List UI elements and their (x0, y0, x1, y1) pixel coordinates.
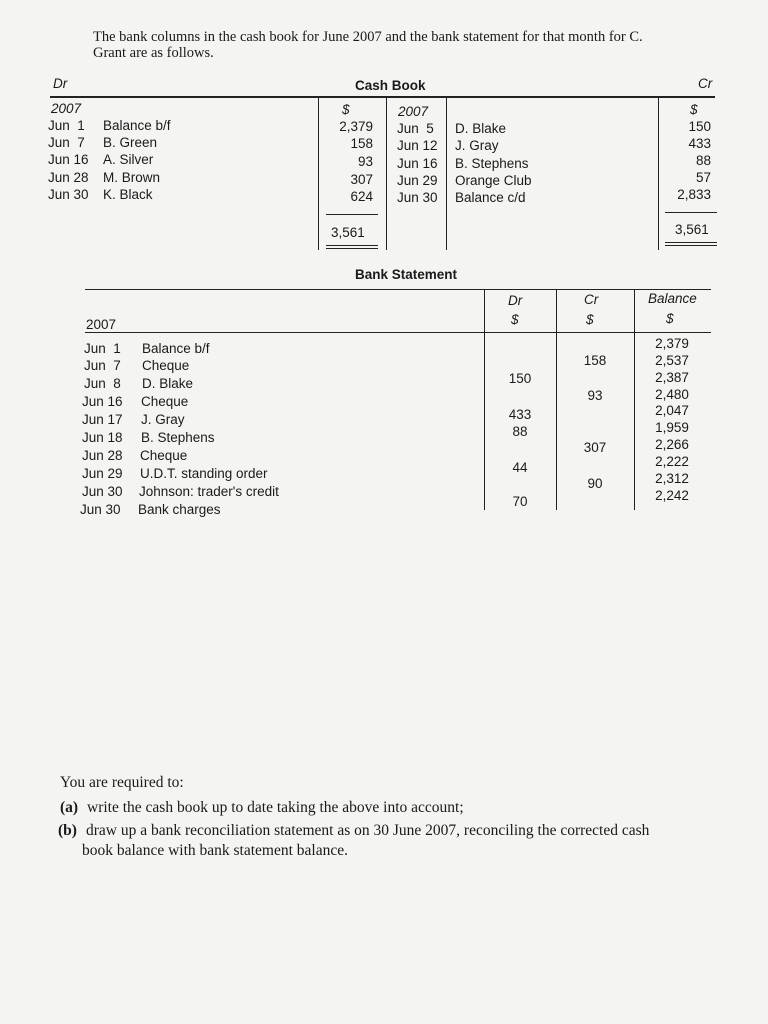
cash-book-title: Cash Book (355, 78, 426, 93)
cash-book-cr-amount: 57 (695, 170, 711, 185)
cash-book-cr-details: B. Stephens (455, 156, 529, 171)
bank-statement-dr-amount: 70 (512, 494, 528, 509)
bank-statement-details: D. Blake (142, 376, 194, 391)
cash-book-cr-amount: 88 (695, 153, 711, 168)
bank-statement-details: Cheque (142, 358, 190, 373)
bank-statement-balance-header: Balance (648, 291, 697, 306)
bank-statement-date: Jun 16 (82, 394, 123, 409)
bank-statement-date: Jun 28 (82, 448, 123, 463)
intro-line-2: Grant are as follows. (93, 45, 214, 61)
bank-statement-balance: 2,222 (655, 454, 689, 469)
requirement-a-label: (a) (60, 799, 79, 816)
bank-statement-cr-amount: 307 (583, 440, 607, 455)
bank-statement-dr-amount: 44 (512, 460, 528, 475)
cash-book-cr-details: Balance c/d (455, 190, 526, 205)
bank-statement-details: Balance b/f (142, 341, 210, 356)
bank-statement-rule-dr (484, 290, 485, 510)
bank-statement-cr-header: Cr (584, 292, 599, 307)
bank-statement-balance: 1,959 (655, 420, 689, 435)
cash-book-dr-total-double-rule-2 (326, 248, 378, 249)
bank-statement-balance: 2,480 (655, 387, 689, 402)
cash-book-dr-date: Jun 16 (48, 152, 89, 167)
bank-statement-details: U.D.T. standing order (140, 466, 268, 481)
cash-book-dr-details: K. Black (103, 187, 153, 202)
bank-statement-balance: 2,387 (655, 370, 689, 385)
cash-book-cr-details: Orange Club (455, 173, 532, 188)
cash-book-cr-date: Jun 12 (397, 138, 438, 153)
cash-book-cr-date: Jun 30 (397, 190, 438, 205)
requirement-b-label: (b) (58, 822, 77, 839)
bank-statement-details: J. Gray (141, 412, 185, 427)
bank-statement-header-rule (85, 332, 711, 333)
cash-book-dr-total-double-rule-1 (326, 245, 378, 246)
bank-statement-balance: 2,379 (655, 336, 689, 351)
cash-book-cr-amount: 150 (688, 119, 711, 134)
cash-book-cr-total-double-rule-1 (665, 242, 717, 243)
cash-book-top-rule (50, 96, 715, 98)
bank-statement-balance: 2,312 (655, 471, 689, 486)
bank-statement-dr-header: Dr (508, 293, 523, 308)
cash-book-dr-total-rule (326, 214, 378, 215)
bank-statement-date: Jun 7 (84, 358, 121, 373)
bank-statement-details: Cheque (141, 394, 189, 409)
cash-book-cr-total-rule (665, 212, 717, 213)
cash-book-dr-amount: 93 (357, 154, 373, 169)
bank-statement-details: B. Stephens (141, 430, 215, 445)
cash-book-dr-year: 2007 (51, 101, 82, 116)
cash-book-cr-amount: 2,833 (677, 187, 711, 202)
bank-statement-dr-amount: 88 (512, 424, 528, 439)
bank-statement-balance-currency: $ (666, 311, 674, 326)
bank-statement-balance: 2,537 (655, 353, 689, 368)
bank-statement-year: 2007 (86, 317, 117, 332)
cash-book-dr-label: Dr (53, 76, 68, 91)
cash-book-cr-label: Cr (698, 76, 713, 91)
requirement-b-text-line-1: draw up a bank reconciliation statement as on 30 June 2007, reconciling the corrected cash (86, 822, 650, 839)
cash-book-cr-date: Jun 5 (397, 121, 434, 136)
bank-statement-details: Cheque (140, 448, 188, 463)
bank-statement-rule-cr (556, 290, 557, 510)
cash-book-cr-date: Jun 29 (397, 173, 438, 188)
cash-book-dr-date: Jun 28 (48, 170, 89, 185)
cash-book-dr-details: Balance b/f (103, 118, 171, 133)
cash-book-cr-total: 3,561 (675, 222, 709, 237)
bank-statement-top-rule (85, 289, 711, 290)
bank-statement-date: Jun 1 (84, 341, 121, 356)
cash-book-cr-year: 2007 (398, 104, 429, 119)
intro-line-1: The bank columns in the cash book for June 2007 and the bank statement for that month for C. (93, 29, 643, 45)
bank-statement-balance: 2,047 (655, 403, 689, 418)
bank-statement-details: Johnson: trader's credit (139, 484, 279, 499)
cash-book-cr-currency: $ (690, 102, 698, 117)
bank-statement-date: Jun 29 (82, 466, 123, 481)
cash-book-dr-date: Jun 1 (48, 118, 85, 133)
bank-statement-cr-amount: 93 (587, 388, 603, 403)
bank-statement-rule-balance (634, 290, 635, 510)
cash-book-dr-details: A. Silver (103, 152, 154, 167)
cash-book-dr-amount: 158 (350, 136, 373, 151)
bank-statement-date: Jun 30 (82, 484, 123, 499)
bank-statement-date: Jun 18 (82, 430, 123, 445)
bank-statement-dr-amount: 433 (508, 407, 532, 422)
cash-book-rule-dr-amount-right (386, 97, 387, 250)
bank-statement-title: Bank Statement (355, 267, 458, 282)
cash-book-dr-amount: 2,379 (339, 119, 373, 134)
cash-book-dr-date: Jun 30 (48, 187, 89, 202)
cash-book-cr-total-double-rule-2 (665, 245, 717, 246)
cash-book-dr-currency: $ (342, 102, 350, 117)
bank-statement-cr-currency: $ (586, 312, 594, 327)
requirement-b-text-line-2: book balance with bank statement balance. (82, 842, 348, 859)
cash-book-cr-date: Jun 16 (397, 156, 438, 171)
bank-statement-dr-currency: $ (511, 312, 519, 327)
bank-statement-cr-amount: 90 (587, 476, 603, 491)
requirement-a-text: write the cash book up to date taking the above into account; (87, 799, 464, 816)
bank-statement-date: Jun 17 (82, 412, 123, 427)
requirements-lead: You are required to: (60, 774, 184, 791)
cash-book-rule-cr-date (446, 97, 447, 250)
cash-book-cr-details: D. Blake (455, 121, 507, 136)
bank-statement-cr-amount: 158 (583, 353, 607, 368)
bank-statement-date: Jun 8 (84, 376, 121, 391)
cash-book-dr-details: B. Green (103, 135, 158, 150)
bank-statement-details: Bank charges (138, 502, 221, 517)
cash-book-dr-amount: 624 (350, 189, 373, 204)
bank-statement-date: Jun 30 (80, 502, 121, 517)
bank-statement-balance: 2,266 (655, 437, 689, 452)
cash-book-dr-amount: 307 (350, 172, 373, 187)
bank-statement-dr-amount: 150 (508, 371, 532, 386)
cash-book-dr-date: Jun 7 (48, 135, 85, 150)
cash-book-dr-details: M. Brown (103, 170, 161, 185)
cash-book-dr-total: 3,561 (331, 225, 365, 240)
cash-book-cr-amount: 433 (688, 136, 711, 151)
cash-book-cr-details: J. Gray (455, 138, 499, 153)
bank-statement-balance: 2,242 (655, 488, 689, 503)
